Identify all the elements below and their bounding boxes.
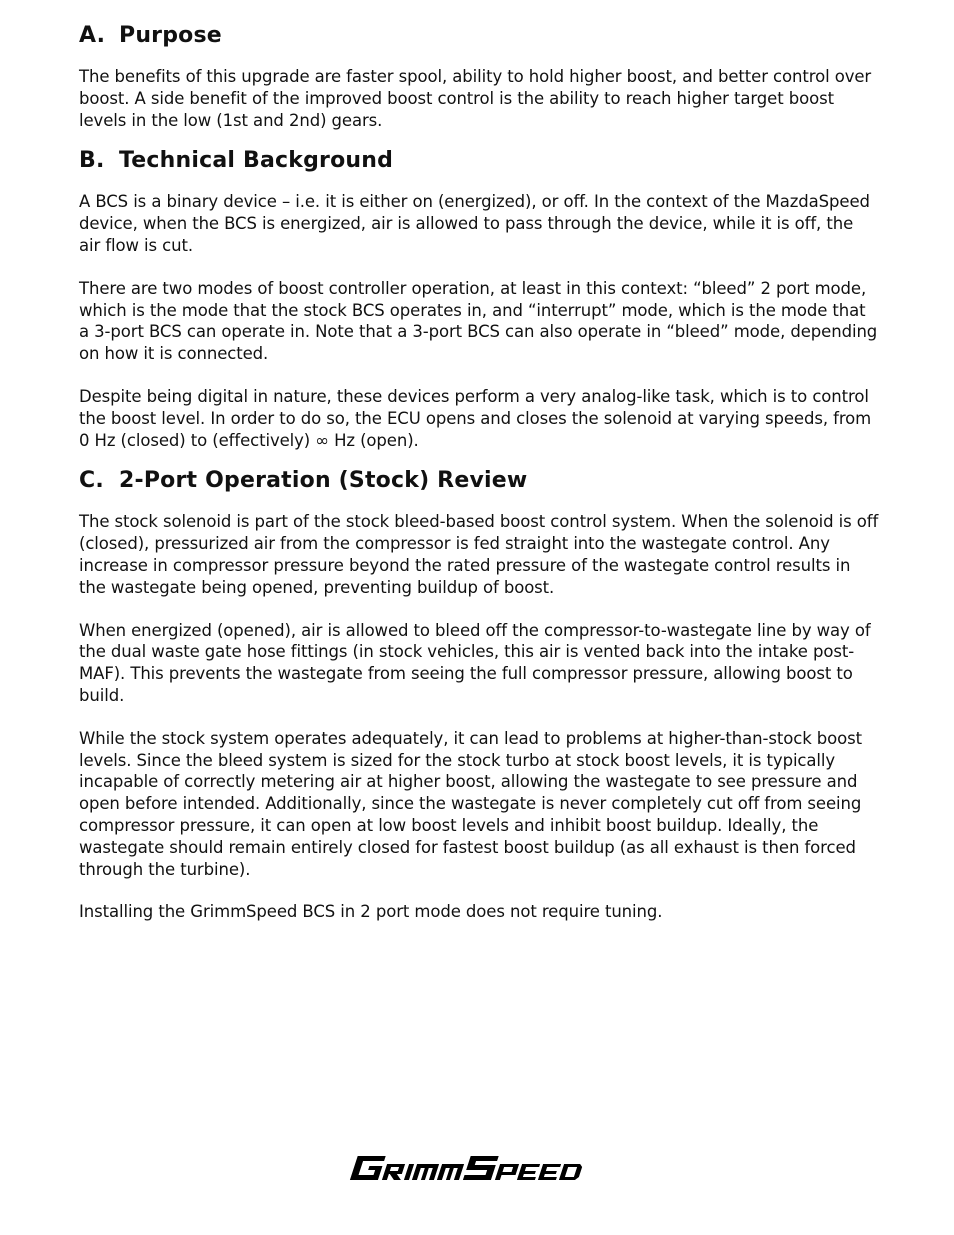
paragraph: Installing the GrimmSpeed BCS in 2 port mode does not require tuning. [79, 902, 663, 922]
section-technical-background [79, 145, 879, 451]
section-letter: A. [79, 23, 106, 48]
paragraph: Despite being digital in nature, these devices perform a very analog-like task, which is to control the boost level. In order to do so, the ECU opens and closes the solenoid at varying speeds, from 0 Hz (closed) to (effectively) ∞ Hz (open). [79, 386, 872, 450]
section-heading [79, 145, 879, 177]
paragraph: The benefits of this upgrade are faster spool, ability to hold higher boost, and better control over boost. A side benefit of the improved boost control is the ability to reach higher target boost levels in the low (1st and 2nd) gears. [79, 67, 872, 130]
paragraph: There are two modes of boost controller operation, at least in this context: “bleed” 2 port mode, which is the mode that the stock BCS operates in, and “interrupt” mode, which is the mode that a 3-port BCS can operate in. Note that a 3-port BCS can also operate in “bleed” mode, depending on how it is connected. [79, 278, 878, 364]
section-2-port-operation [79, 465, 879, 923]
document-page [79, 20, 879, 937]
paragraph: While the stock system operates adequately, it can lead to problems at higher-than-stock boost levels. Since the bleed system is sized for the stock turbo at stock boost levels, it is typically incapable of correctly metering air at higher boost, allowing the wastegate to see pressure and open before intended. Additionally, since the wastegate is never completely cut off from seeing compressor pressure, it can open at low boost levels and inhibit boost buildup. Ideally, the wastegate should remain entirely closed for fastest boost buildup (as all exhaust is then forced through the turbine). [79, 728, 863, 879]
paragraph: When energized (opened), air is allowed to bleed off the compressor-to-wastegate line by way of the dual waste gate hose fittings (in stock vehicles, this air is vented back into the intake post-MAF). This prevents the wastegate from seeing the full compressor pressure, allowing boost to build. [79, 620, 871, 705]
section-heading [79, 20, 879, 52]
paragraph: The stock solenoid is part of the stock bleed-based boost control system. When the solenoid is off (closed), pressurized air from the compressor is fed straight into the wastegate control. Any increase in compressor pressure beyond the rated pressure of the wastegate control results in the wastegate being opened, preventing buildup of boost. [79, 512, 879, 597]
section-letter: B. [79, 148, 105, 174]
section-title: Purpose [119, 23, 222, 48]
section-title: 2-Port Operation (Stock) Review [119, 468, 528, 494]
section-letter: C. [79, 468, 104, 494]
section-purpose [79, 20, 879, 131]
grimmspeed-logo [349, 1152, 585, 1184]
section-heading [79, 465, 879, 497]
paragraph: A BCS is a binary device – i.e. it is either on (energized), or off. In the context of the MazdaSpeed device, when the BCS is energized, air is allowed to pass through the device, while it is off, the air flow is cut. [79, 192, 870, 255]
section-title: Technical Background [119, 148, 394, 174]
